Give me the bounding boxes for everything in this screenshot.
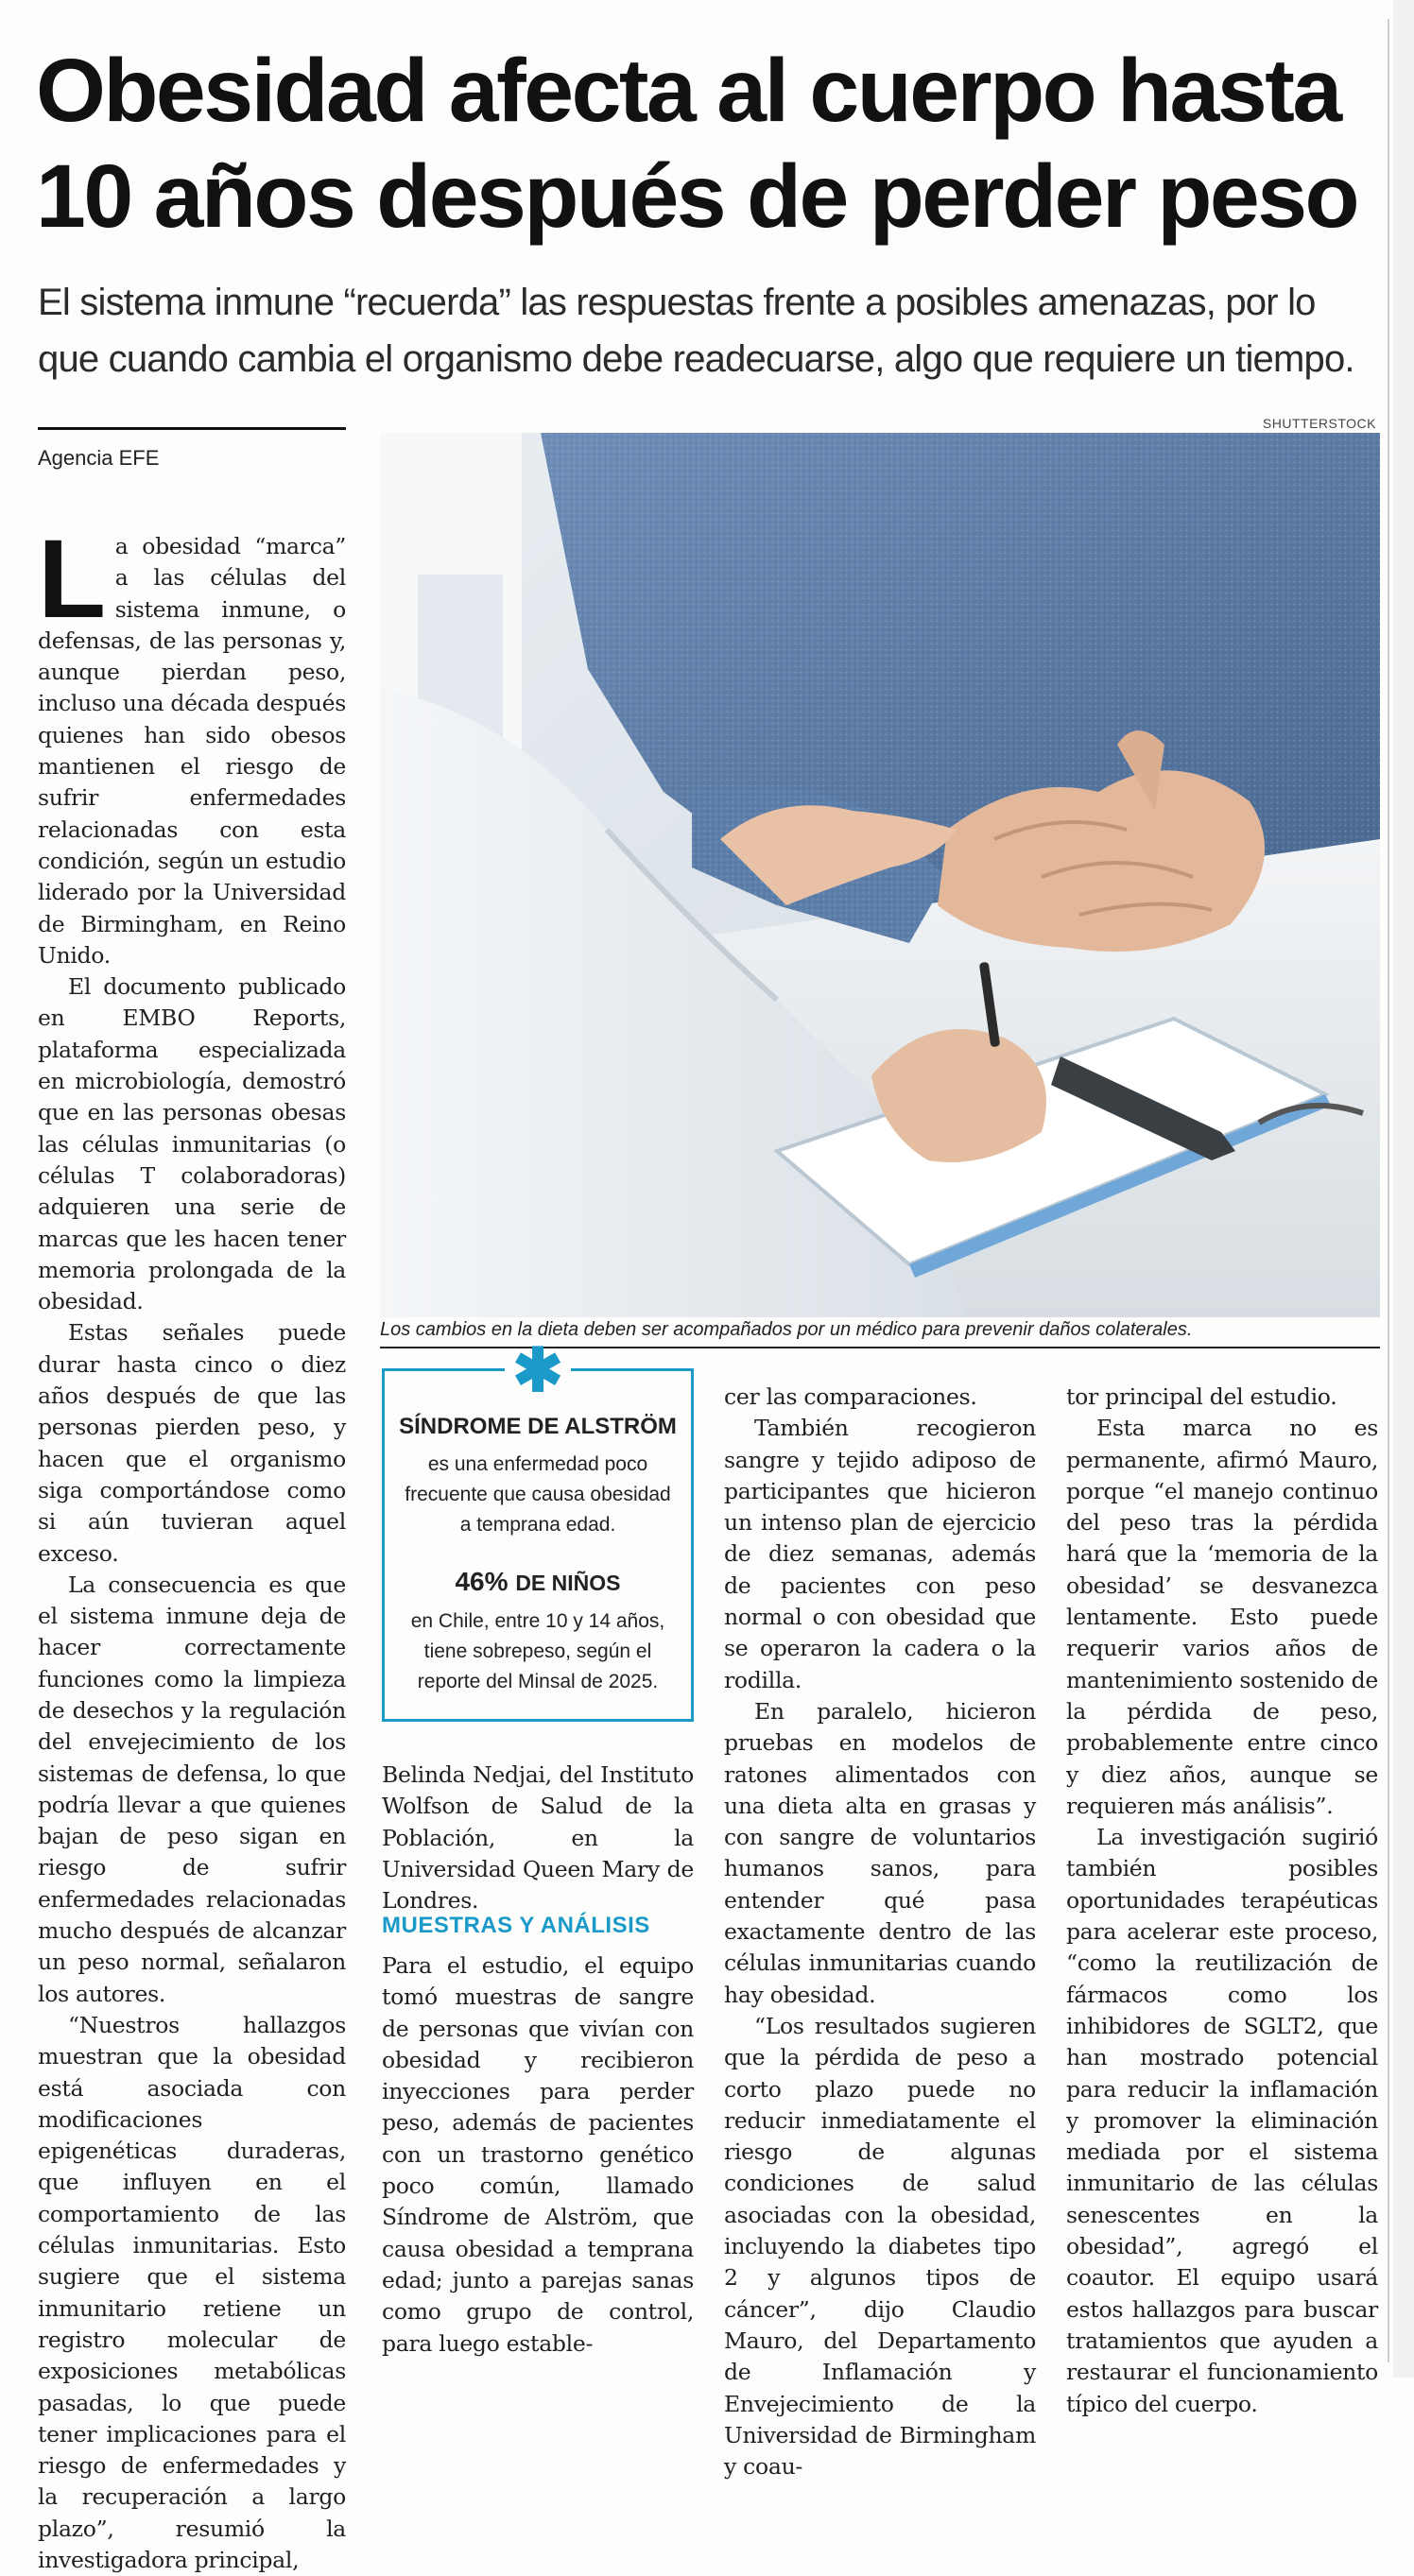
paragraph: La obesidad “marca” a las células del sistema inmune, o defensas, de las personas y, aunque pierdan peso, incluso una década después quienes han sido obesos mantienen el riesgo de sufrir enfermedades relacionadas con esta condición, según un estudio liderado por la Universidad de Birmingham, en Reino Unido. [38,517,346,969]
photo-credit: SHUTTERSTOCK [1262,416,1376,431]
article-column-4 [1066,1382,1378,2420]
fact-box-text: es una enfermedad poco frecuente que causa obesidad a temprana edad. [405,1453,671,1536]
paragraph: El documento publicado en EMBO Reports, plataforma especializada en microbiología, demostró que en las personas obesas las células inmunitarias (o células T colaboradoras) adquieren una serie de marcas que les hacen tener memoria prolongada de la obesidad. [38,973,346,1315]
paragraph: En paralelo, hicieron pruebas en modelos de ratones alimentados con una dieta alta en grasas y con sangre de voluntarios humanos sanos, para entender qué pasa exactamente dentro de las células inmunitarias cuando hay obesidad. [724,1697,1036,2008]
article-photo [380,433,1380,1317]
paragraph: “Los resultados sugieren que la pérdida de peso a corto plazo puede no reducir inmediatamente el riesgo de algunas condiciones de salud asociadas con la obesidad, incluyendo la diabetes tipo 2 y algunos tipos de cáncer”, dijo Claudio Mauro, del Departamento de Inflamación y Envejecimiento de la Universidad de Birmingham y coau- [724,2012,1036,2481]
paragraph: La investigación sugirió también posibles oportunidades terapéuticas para acelerar este proceso, “como la reutilización de fármacos como los inhibidores de SGLT2, que han mostrado potencial para reducir la inflamación y promover la eliminación mediada por el sistema inmunitario de las células senescentes en la obesidad”, agregó el coautor. El equipo usará estos hallazgos para buscar tratamientos que ayuden a restaurar el funcionamiento típico del cuerpo. [1066,1824,1378,2417]
photo-caption: Los cambios en la dieta deben ser acompañados por un médico para prevenir daños colaterales. [380,1319,1380,1348]
paragraph: cer las comparaciones. [724,1383,977,1410]
fact-box [382,1336,694,1722]
fact-box-stat: 46% DE NIÑOS [455,1567,621,1596]
paragraph: Estas señales puede durar hasta cinco o diez años después de que las personas pierden peso, y hacen que el organismo siga comportándose como si aún tuvieran aquel exceso. [38,1319,346,1567]
asterisk-icon: ✱ [512,1336,563,1404]
article-column-1 [38,517,346,2576]
byline-rule [38,427,346,430]
section-subhead: MUESTRAS Y ANÁLISIS [382,1913,650,1938]
fact-box-stat-text: en Chile, entre 10 y 14 años, tiene sobrepeso, según el reporte del Minsal de 2025. [410,1610,665,1692]
headline: Obesidad afecta al cuerpo hasta 10 años después de perder peso [36,41,1358,247]
deck: El sistema inmune “recuerda” las respuestas frente a posibles amenazas, por lo que cuando cambia el organismo debe readecuarse, algo que requiere un tiempo. [38,282,1354,380]
paragraph: “Nuestros hallazgos muestran que la obesidad está asociada con modificaciones epigenéticas duraderas, que influyen en el comportamiento de las células inmunitarias. Esto sugiere que el sistema inmunitario retiene un registro molecular de exposiciones metabólicas pasadas, lo que puede tener implicaciones para el riesgo de enfermedades y la recuperación a largo plazo”, resumió la investigadora principal, [38,2011,346,2573]
article-column-3 [724,1382,1036,2482]
article-column-2-cont [382,1950,694,2360]
paragraph: tor principal del estudio. [1066,1383,1337,1410]
column-rule [1388,19,1389,2362]
article-column-2 [382,1760,694,1916]
byline: Agencia EFE [38,446,160,470]
paragraph: La consecuencia es que el sistema inmune deja de hacer correctamente funciones como la limpieza de desechos y la regulación del envejecimiento de los sistemas de defensa, lo que podría llevar a que quienes bajan de peso sigan en riesgo de sufrir enfermedades relacionadas mucho después de alcanzar un peso normal, señalaron los autores. [38,1571,346,2007]
paragraph: También recogieron sangre y tejido adiposo de participantes que hicieron un intenso plan de ejercicio de diez semanas, además de pacientes con peso normal o con obesidad que se operaron la cadera o la rodilla. [724,1415,1036,1693]
fact-box-title: SÍNDROME DE ALSTRÖM [399,1414,677,1439]
drop-cap: L [38,517,106,642]
paragraph: Para el estudio, el equipo tomó muestras de sangre de personas que vivían con obesidad y recibieron inyecciones para perder peso, además de pacientes con un trastorno genético poco común, llamado Síndrome de Alström, que causa obesidad a temprana edad; junto a parejas sanas como grupo de control, para luego estable- [382,1952,694,2357]
paragraph: Esta marca no es permanente, afirmó Mauro, porque “el manejo continuo del peso tras la pérdida hará que la ‘memoria de la obesidad’ se desvanezca lentamente. Esto puede requerir varios años de mantenimiento sostenido de la pérdida de peso, probablemente entre cinco y diez años, aunque se requieren más análisis”. [1066,1415,1378,1819]
adjacent-page-edge [1393,0,1414,2378]
paragraph: Belinda Nedjai, del Instituto Wolfson de Salud de la Población, en la Universidad Queen Mary de Londres. [382,1761,694,1915]
